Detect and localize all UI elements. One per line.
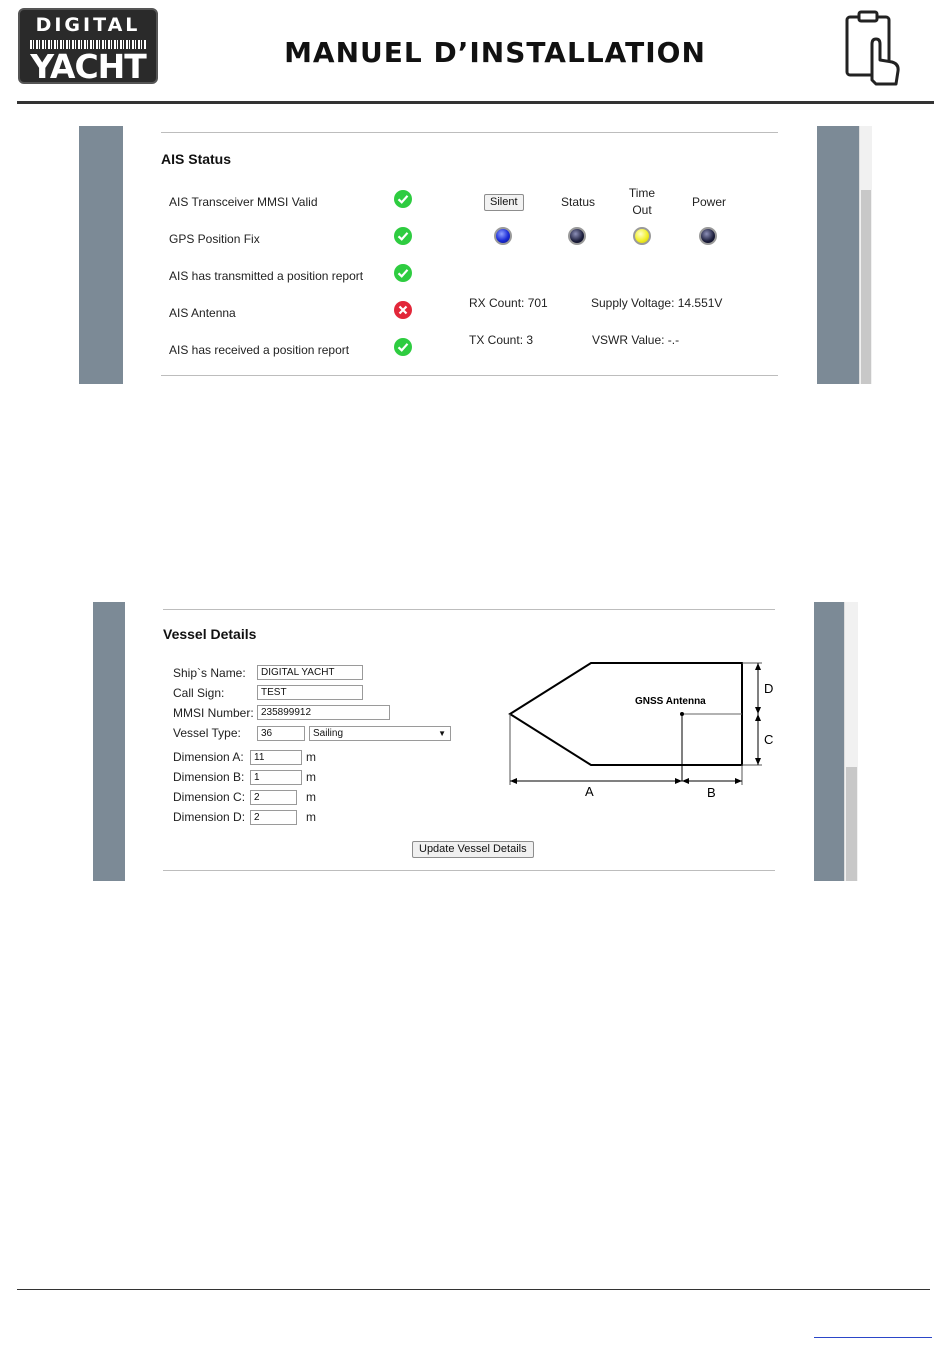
- vswr-value: VSWR Value: -.-: [592, 333, 680, 347]
- footer-link[interactable]: [814, 1337, 932, 1338]
- scrollbar-thumb[interactable]: [861, 190, 871, 384]
- dimension-d-field[interactable]: 2: [250, 810, 297, 825]
- vessel-details-title: Vessel Details: [163, 626, 257, 642]
- dimension-a-field[interactable]: 11: [250, 750, 302, 765]
- gnss-antenna-label: GNSS Antenna: [635, 696, 706, 707]
- timeout-led-indicator: [633, 227, 651, 245]
- rx-count: RX Count: 701: [469, 296, 548, 310]
- dimension-d-marker: D: [764, 681, 774, 696]
- right-sidebar: [817, 126, 859, 384]
- ais-top-rule: [161, 132, 778, 133]
- dimension-a-label: Dimension A:: [173, 750, 244, 764]
- check-label-gps: GPS Position Fix: [169, 232, 260, 246]
- supply-voltage: Supply Voltage: 14.551V: [591, 296, 723, 310]
- dimension-a-marker: A: [585, 784, 594, 799]
- vessel-dimension-diagram: [500, 655, 774, 805]
- check-label-antenna: AIS Antenna: [169, 306, 236, 320]
- dimension-b-label: Dimension B:: [173, 770, 245, 784]
- vessel-type-label: Vessel Type:: [173, 726, 241, 740]
- dimension-c-marker: C: [764, 732, 774, 747]
- check-ok-icon: [394, 190, 412, 208]
- status-led-indicator: [568, 227, 586, 245]
- check-label-received: AIS has received a position report: [169, 343, 350, 357]
- dimension-b-marker: B: [707, 785, 716, 800]
- mmsi-label: MMSI Number:: [173, 706, 254, 720]
- timeout-column-label-line2: Out: [632, 203, 652, 217]
- dimension-c-label: Dimension C:: [173, 790, 246, 804]
- tx-count: TX Count: 3: [469, 333, 534, 347]
- check-ok-icon: [394, 338, 412, 356]
- logo-top-text: DIGITAL: [35, 14, 141, 36]
- ais-bottom-rule: [161, 375, 778, 376]
- header-rule: [17, 101, 934, 104]
- dimension-b-field[interactable]: 1: [250, 770, 302, 785]
- timeout-column-label-line1: Time: [628, 186, 656, 200]
- check-ok-icon: [394, 227, 412, 245]
- silent-button[interactable]: Silent: [484, 194, 524, 211]
- dimension-a-unit: m: [306, 750, 316, 764]
- dimension-d-unit: m: [306, 810, 316, 824]
- vessel-bottom-rule: [163, 870, 775, 871]
- logo-bottom-text: YACHT: [30, 47, 146, 86]
- error-x-icon: [394, 301, 412, 319]
- check-label-transmitted: AIS has transmitted a position report: [169, 269, 364, 283]
- call-sign-label: Call Sign:: [173, 686, 225, 700]
- power-column-label: Power: [691, 195, 726, 209]
- call-sign-field[interactable]: TEST: [257, 685, 363, 700]
- gnss-antenna-point: [680, 712, 684, 716]
- right-sidebar: [814, 602, 844, 881]
- silent-led-indicator: [494, 227, 512, 245]
- update-vessel-details-button[interactable]: Update Vessel Details: [412, 841, 534, 858]
- check-label-mmsi: AIS Transceiver MMSI Valid: [169, 195, 318, 209]
- digital-yacht-logo: [18, 8, 158, 84]
- clipboard-touch-icon: [842, 8, 904, 88]
- scrollbar-thumb[interactable]: [846, 767, 857, 881]
- dimension-d-label: Dimension D:: [173, 810, 246, 824]
- power-led-indicator: [699, 227, 717, 245]
- vessel-type-select[interactable]: [309, 726, 451, 741]
- scrollbar[interactable]: [844, 602, 858, 881]
- status-column-label: Status: [560, 195, 596, 209]
- vessel-top-rule: [163, 609, 775, 610]
- ship-name-label: Ship`s Name:: [173, 666, 246, 680]
- check-ok-icon: [394, 264, 412, 282]
- ship-name-field[interactable]: DIGITAL YACHT: [257, 665, 363, 680]
- footer-rule: [17, 1289, 930, 1290]
- document-title: MANUEL D’INSTALLATION: [284, 36, 706, 69]
- vessel-type-code-field[interactable]: 36: [257, 726, 305, 741]
- scrollbar[interactable]: [859, 126, 872, 384]
- dimension-c-unit: m: [306, 790, 316, 804]
- vessel-type-selected: Sailing: [313, 728, 344, 739]
- left-sidebar: [79, 126, 123, 384]
- ais-status-title: AIS Status: [161, 151, 232, 167]
- chevron-down-icon: ▼: [438, 729, 446, 738]
- left-sidebar: [93, 602, 125, 881]
- mmsi-field[interactable]: 235899912: [257, 705, 390, 720]
- dimension-c-field[interactable]: 2: [250, 790, 297, 805]
- dimension-b-unit: m: [306, 770, 316, 784]
